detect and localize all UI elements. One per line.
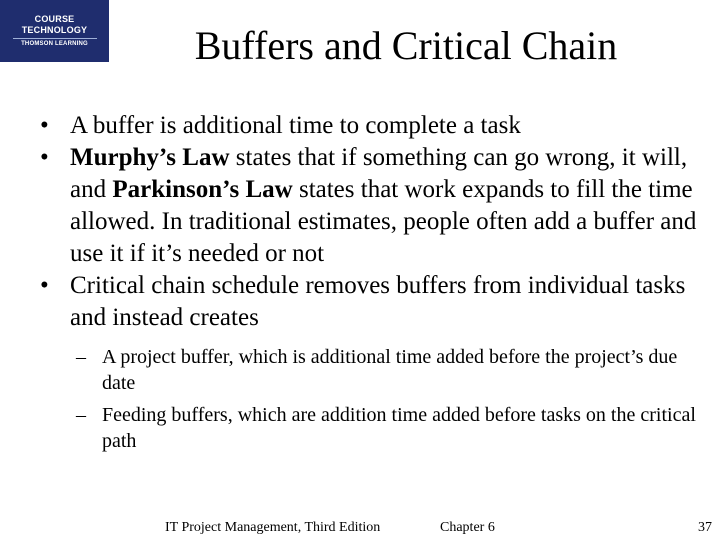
- bullet-list: [40, 110, 708, 334]
- sub-bullet-text: A project buffer, which is additional time added before the project’s due date: [102, 346, 678, 394]
- dash-marker: –: [76, 404, 86, 426]
- logo-divider: [13, 38, 97, 39]
- parkinsons-law-term: Parkinson’s Law: [112, 176, 293, 203]
- sub-bullet-project-buffer: [40, 344, 708, 396]
- bullet-text: states that if something can go wrong, it will, and: [70, 144, 688, 203]
- publisher-logo: [0, 0, 109, 62]
- slide-title: Buffers and Critical Chain: [194, 23, 618, 68]
- sub-bullet-text: Feeding buffers, which are addition time added before tasks on the critical path: [102, 404, 696, 452]
- footer-chapter: Chapter 6: [440, 520, 495, 535]
- sub-bullet-feeding-buffers: [40, 402, 708, 454]
- murphys-law-term: Murphy’s Law: [70, 144, 230, 171]
- logo-line-technology: TECHNOLOGY: [21, 24, 88, 35]
- logo-line-thomson: THOMSON LEARNING: [21, 40, 88, 47]
- footer-page-number: 37: [698, 520, 712, 535]
- bullet-marker: •: [40, 272, 49, 299]
- footer-book-title: IT Project Management, Third Edition: [165, 520, 381, 535]
- bullet-marker: •: [40, 144, 49, 171]
- bullet-item-laws: [40, 142, 708, 270]
- bullet-text: A buffer is additional time to complete a task: [70, 112, 521, 139]
- bullet-text: Critical chain schedule removes buffers from individual tasks and instead creates: [70, 272, 686, 331]
- bullet-marker: •: [40, 112, 49, 139]
- slide-body: [40, 110, 708, 460]
- bullet-text: states that work expands to fill the time allowed. In traditional estimates, people often add a buffer and use it if it’s needed or not: [70, 176, 697, 267]
- bullet-item-buffer: [40, 110, 708, 142]
- dash-marker: –: [76, 346, 86, 368]
- logo-line-course: COURSE: [34, 14, 75, 25]
- bullet-item-critical-chain: [40, 270, 708, 334]
- sub-bullet-list: [40, 344, 708, 454]
